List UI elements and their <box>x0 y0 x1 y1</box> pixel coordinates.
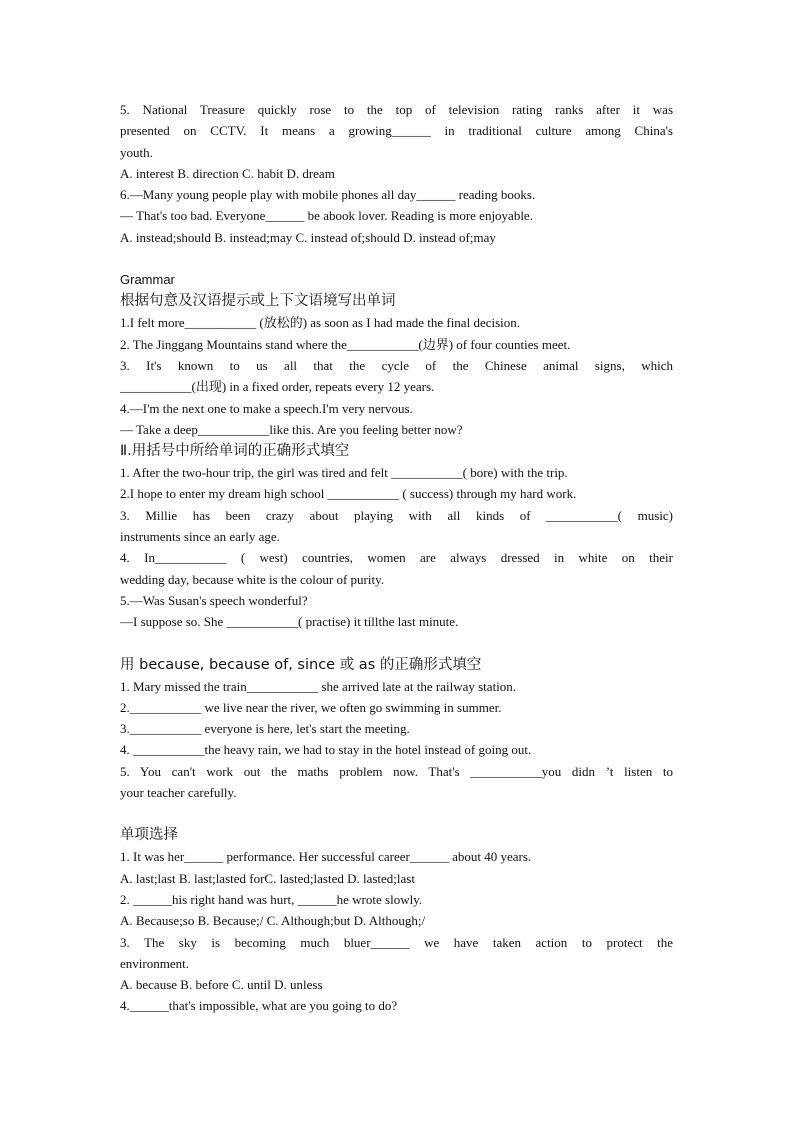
text-line: A. instead;should B. instead;may C. instead of;should D. instead of;may <box>120 229 496 245</box>
text-line: 2.I hope to enter my dream high school ___________ ( success) through my hard work. <box>120 486 577 502</box>
text-line: ___________(出现) in a fixed order, repeats every 12 years. <box>120 379 435 395</box>
text-line: — Take a deep___________like this. Are you feeling better now? <box>120 421 463 437</box>
section-title: 根据句意及汉语提示或上下文语境写出单词 <box>120 293 396 310</box>
text-line: youth. <box>120 144 153 160</box>
text-line: environment. <box>120 955 189 971</box>
text-line: your teacher carefully. <box>120 785 237 801</box>
grammar-title: Grammar <box>120 272 175 288</box>
text-line: A. because B. before C. until D. unless <box>120 977 323 993</box>
section-3-block <box>120 676 673 804</box>
text-line: 4.______that's impossible, what are you going to do? <box>120 998 398 1014</box>
text-line: 1. After the two-hour trip, the girl was tired and felt ___________( bore) with the trip. <box>120 465 568 481</box>
text-line: A. last;last B. last;lasted forC. lasted;lasted D. lasted;last <box>120 870 415 886</box>
text-line: — That's too bad. Everyone______ be abook lover. Reading is more enjoyable. <box>120 208 533 224</box>
text-line: 1. It was her______ performance. Her successful career______ about 40 years. <box>120 849 532 865</box>
text-line: presented on CCTV. It means a growing______ in traditional culture among China's <box>120 123 673 139</box>
text-line: 3. Millie has been crazy about playing with all kinds of ___________( music) <box>120 507 673 523</box>
text-line: 3.___________ everyone is here, let's start the meeting. <box>120 721 410 737</box>
text-line: 2. The Jinggang Mountains stand where the___________(边界) of four counties meet. <box>120 336 571 352</box>
text-line: 6.—Many young people play with mobile phones all day______ reading books. <box>120 187 536 203</box>
section-4-block <box>120 846 673 1016</box>
text-line: 2. ______his right hand was hurt, ______he wrote slowly. <box>120 891 423 907</box>
text-line: A. Because;so B. Because;/ C. Although;but D. Although;/ <box>120 913 426 929</box>
document-page <box>120 99 673 1017</box>
text-line: 5.—Was Susan's speech wonderful? <box>120 592 308 608</box>
section-title: 单项选择 <box>120 827 178 844</box>
section-2-block <box>120 462 673 632</box>
text-line: —I suppose so. She ___________( practise) it tillthe last minute. <box>120 614 459 630</box>
text-line: 4. In___________ ( west) countries, women are always dressed in white on their <box>120 550 673 566</box>
text-line: A. interest B. direction C. habit D. dream <box>120 165 335 181</box>
text-line: 4. ___________the heavy rain, we had to stay in the hotel instead of going out. <box>120 742 532 758</box>
vocab-mc-block <box>120 99 673 248</box>
text-line: 4.—I'm the next one to make a speech.I'm very nervous. <box>120 400 413 416</box>
text-line: wedding day, because white is the colour of purity. <box>120 571 385 587</box>
text-line: 5. You can't work out the maths problem now. That's ___________you didn ’t listen to <box>120 763 673 779</box>
section-title: Ⅱ.用括号中所给单词的正确形式填空 <box>120 443 350 460</box>
section-title: 用 because, because of, since 或 as 的正确形式填空 <box>120 656 482 673</box>
text-line: instruments since an early age. <box>120 529 280 545</box>
text-line: 5. National Treasure quickly rose to the top of television rating ranks after it was <box>120 102 673 117</box>
text-line: 1. Mary missed the train___________ she arrived late at the railway station. <box>120 678 517 694</box>
text-line: 1.I felt more___________ (放松的) as soon as I had made the final decision. <box>120 315 521 331</box>
text-line: 3. It's known to us all that the cycle of the Chinese animal signs, which <box>120 357 673 373</box>
section-1-block <box>120 312 673 440</box>
text-line: 2.___________ we live near the river, we often go swimming in summer. <box>120 699 502 715</box>
text-line: 3. The sky is becoming much bluer______ we have taken action to protect the <box>120 934 673 950</box>
